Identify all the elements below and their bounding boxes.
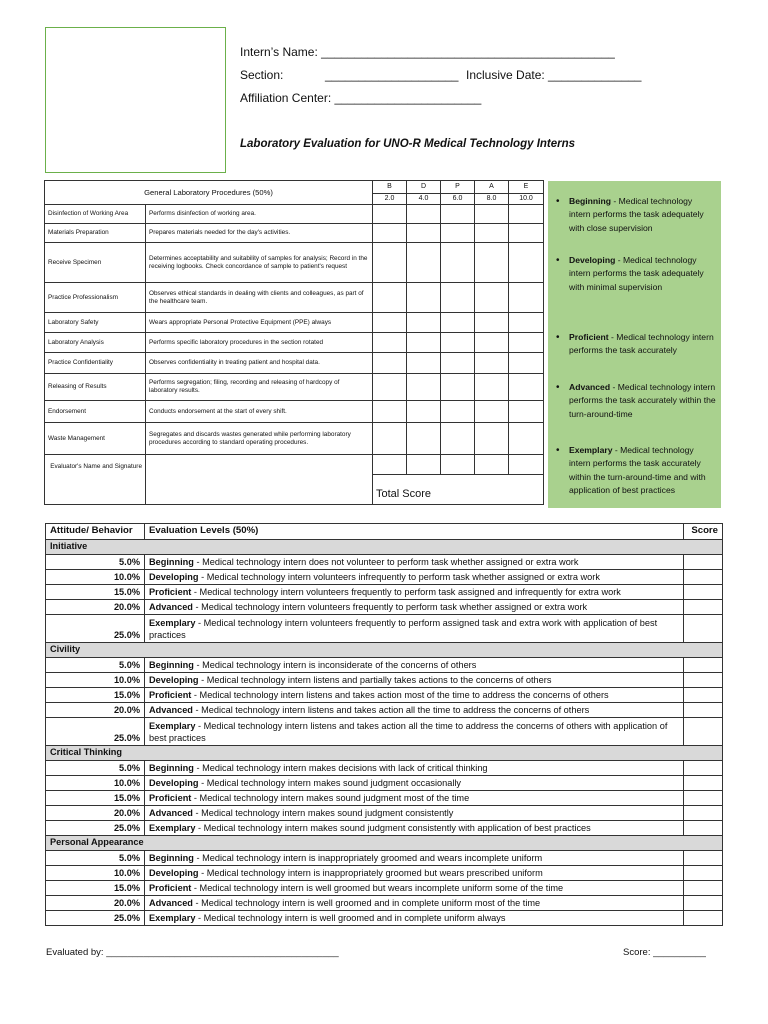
- procedure-name: Practice Confidentiality: [45, 353, 146, 374]
- procedure-row: [45, 423, 544, 455]
- percent: 15.0%: [46, 585, 145, 600]
- score-cell[interactable]: [509, 333, 544, 353]
- procedure-desc: Performs disinfection of working area.: [146, 205, 373, 224]
- level-description: - Medical technology intern is well groomed and in complete uniform always: [195, 913, 506, 924]
- photo-box: [45, 27, 226, 173]
- attitude-table: [45, 523, 723, 926]
- score-cell[interactable]: [373, 374, 407, 401]
- level-name: Advanced: [149, 602, 193, 613]
- legend-level: Proficient: [569, 332, 609, 342]
- level-legend: [548, 181, 721, 508]
- percent: 20.0%: [46, 600, 145, 615]
- score-cell[interactable]: [684, 911, 723, 926]
- level-value: 4.0: [407, 194, 441, 205]
- level-description: - Medical technology intern makes decisions with lack of critical thinking: [193, 763, 488, 774]
- score-cell[interactable]: [684, 718, 723, 746]
- score-cell[interactable]: [441, 423, 475, 455]
- score-cell[interactable]: [407, 224, 441, 243]
- level-description: - Medical technology intern is inappropriately groomed but wears prescribed uniform: [198, 868, 543, 879]
- score-cell[interactable]: [441, 313, 475, 333]
- percent: 25.0%: [46, 821, 145, 836]
- section-field[interactable]: ____________________: [325, 68, 459, 82]
- level-description: - Medical technology intern volunteers frequently to perform task assigned and infrequently for extra work: [191, 587, 621, 598]
- procedure-row: [45, 205, 544, 224]
- table-row: [46, 585, 723, 600]
- table-row: [46, 791, 723, 806]
- procedure-name: Releasing of Results: [45, 374, 146, 401]
- percent: 5.0%: [46, 658, 145, 673]
- table-row: [46, 718, 723, 746]
- score-cell[interactable]: [373, 243, 407, 283]
- score-cell[interactable]: [475, 333, 509, 353]
- score-cell[interactable]: [373, 224, 407, 243]
- level-description: - Medical technology intern makes sound judgment most of the time: [191, 793, 470, 804]
- inclusive-date-field[interactable]: Inclusive Date: ______________: [466, 68, 642, 82]
- level-description: - Medical technology intern is well groomed and in complete uniform most of the time: [192, 898, 541, 909]
- procedure-desc: Performs segregation; filing, recording and releasing of hardcopy of laboratory results.: [146, 374, 373, 401]
- score-cell[interactable]: [509, 283, 544, 313]
- procedure-name: Disinfection of Working Area: [45, 205, 146, 224]
- level-description: - Medical technology intern listens and takes action most of the time to address the concerns of others: [191, 690, 609, 701]
- section-personal-appearance: Personal Appearance: [46, 836, 723, 851]
- score-cell[interactable]: [475, 401, 509, 423]
- procedure-name: Endorsement: [45, 401, 146, 423]
- level-code: D: [407, 181, 441, 194]
- percent: 5.0%: [46, 761, 145, 776]
- legend-text: - Medical technology intern performs the task accurately: [569, 332, 714, 356]
- score-cell[interactable]: [407, 205, 441, 224]
- score-cell[interactable]: [441, 283, 475, 313]
- level-name: Exemplary: [149, 823, 196, 834]
- legend-text: - Medical technology intern performs the task adequately with minimal supervision: [569, 255, 704, 292]
- level-description: - Medical technology intern does not volunteer to perform task whether assigned or extra work: [193, 557, 579, 568]
- legend-item: [556, 254, 716, 294]
- procedure-desc: Prepares materials needed for the day's activities.: [146, 224, 373, 243]
- procedure-name: Laboratory Analysis: [45, 333, 146, 353]
- procedure-desc: Observes ethical standards in dealing with clients and colleagues, as part of the healthcare team.: [146, 283, 373, 313]
- section-initiative: Initiative: [46, 540, 723, 555]
- legend-text: - Medical technology intern performs the task accurately within the turn-around-time: [569, 382, 716, 419]
- score-cell[interactable]: [475, 353, 509, 374]
- level-name: Exemplary: [149, 913, 196, 924]
- level-name: Developing: [149, 572, 199, 583]
- score-cell[interactable]: [407, 423, 441, 455]
- score-cell[interactable]: [407, 283, 441, 313]
- table-row: [46, 761, 723, 776]
- legend-level: Advanced: [569, 382, 611, 392]
- procedure-desc: Performs specific laboratory procedures in the section rotated: [146, 333, 373, 353]
- legend-text: - Medical technology intern performs the task adequately with close supervision: [569, 196, 704, 233]
- percent: 25.0%: [46, 718, 145, 746]
- procedures-table: [44, 180, 544, 505]
- level-name: Beginning: [149, 660, 194, 671]
- percent: 25.0%: [46, 615, 145, 643]
- score-cell[interactable]: [509, 313, 544, 333]
- evaluator-label: Evaluator's Name and Signature: [45, 455, 146, 505]
- score-cell[interactable]: [407, 455, 441, 475]
- score-cell[interactable]: [407, 374, 441, 401]
- procedures-title: General Laboratory Procedures (50%): [45, 181, 373, 205]
- evaluator-row: [45, 455, 544, 475]
- percent: 15.0%: [46, 881, 145, 896]
- procedure-row: [45, 224, 544, 243]
- legend-item: [556, 444, 716, 497]
- level-name: Exemplary: [149, 721, 196, 732]
- score-cell[interactable]: [684, 688, 723, 703]
- score-cell[interactable]: [684, 658, 723, 673]
- legend-item: [556, 195, 716, 235]
- score-cell[interactable]: [684, 791, 723, 806]
- procedure-desc: Observes confidentiality in treating patient and hospital data.: [146, 353, 373, 374]
- score-cell[interactable]: [373, 423, 407, 455]
- score-cell[interactable]: [373, 283, 407, 313]
- score-cell[interactable]: [407, 401, 441, 423]
- legend-level: Exemplary: [569, 445, 613, 455]
- score-cell[interactable]: [509, 455, 544, 475]
- level-name: Advanced: [149, 705, 193, 716]
- score-cell[interactable]: [441, 333, 475, 353]
- final-score-field[interactable]: Score: __________: [623, 947, 706, 958]
- level-description: - Medical technology intern makes sound judgment occasionally: [198, 778, 462, 789]
- percent: 5.0%: [46, 555, 145, 570]
- score-cell[interactable]: [509, 205, 544, 224]
- bullet-icon: •: [556, 196, 560, 207]
- score-cell[interactable]: [373, 401, 407, 423]
- table-row: [46, 658, 723, 673]
- score-cell[interactable]: [684, 570, 723, 585]
- level-description: - Medical technology intern makes sound judgment consistently: [192, 808, 454, 819]
- score-column-header: Score: [684, 524, 723, 540]
- level-description: - Medical technology intern makes sound judgment consistently with application of best practices: [195, 823, 591, 834]
- level-description: - Medical technology intern is inconsiderate of the concerns of others: [193, 660, 477, 671]
- table-row: [46, 776, 723, 791]
- score-cell[interactable]: [684, 851, 723, 866]
- legend-item: [556, 331, 716, 358]
- evaluator-signature-field[interactable]: [146, 455, 373, 505]
- procedure-desc: Segregates and discards wastes generated while performing laboratory procedures according to standard operating procedures.: [146, 423, 373, 455]
- bullet-icon: •: [556, 445, 560, 456]
- attitude-column-header: Attitude/ Behavior: [46, 524, 145, 540]
- legend-level: Beginning: [569, 196, 612, 206]
- score-cell[interactable]: [684, 881, 723, 896]
- score-cell[interactable]: [441, 353, 475, 374]
- level-description: - Medical technology intern is well groomed but wears incomplete uniform some of the time: [191, 883, 564, 894]
- intern-name-field[interactable]: Intern’s Name: ____________________________________________: [240, 45, 615, 59]
- score-cell[interactable]: [509, 224, 544, 243]
- procedure-row: [45, 313, 544, 333]
- score-cell[interactable]: [684, 585, 723, 600]
- percent: 25.0%: [46, 911, 145, 926]
- score-cell[interactable]: [441, 224, 475, 243]
- score-cell[interactable]: [684, 615, 723, 643]
- table-row: [46, 881, 723, 896]
- score-cell[interactable]: [407, 243, 441, 283]
- procedure-row: [45, 333, 544, 353]
- score-cell[interactable]: [373, 353, 407, 374]
- table-row: [46, 703, 723, 718]
- score-cell[interactable]: [441, 401, 475, 423]
- level-name: Beginning: [149, 763, 194, 774]
- level-name: Advanced: [149, 808, 193, 819]
- level-name: Proficient: [149, 587, 192, 598]
- score-cell[interactable]: [475, 455, 509, 475]
- score-cell[interactable]: [509, 423, 544, 455]
- score-cell[interactable]: [373, 313, 407, 333]
- table-row: [46, 673, 723, 688]
- evaluation-column-header: Evaluation Levels (50%): [145, 524, 684, 540]
- score-cell[interactable]: [373, 205, 407, 224]
- table-row: [46, 866, 723, 881]
- score-cell[interactable]: [509, 353, 544, 374]
- table-row: [46, 555, 723, 570]
- score-cell[interactable]: [475, 243, 509, 283]
- score-cell[interactable]: [475, 374, 509, 401]
- level-description: - Medical technology intern volunteers frequently to perform assigned task and extra work with application of best practices: [149, 618, 658, 641]
- section-critical-thinking: Critical Thinking: [46, 746, 723, 761]
- procedure-row: [45, 283, 544, 313]
- percent: 10.0%: [46, 776, 145, 791]
- level-name: Developing: [149, 675, 199, 686]
- score-cell[interactable]: [475, 205, 509, 224]
- score-cell[interactable]: [509, 374, 544, 401]
- procedure-name: Practice Professionalism: [45, 283, 146, 313]
- level-name: Proficient: [149, 883, 192, 894]
- percent: 20.0%: [46, 703, 145, 718]
- percent: 20.0%: [46, 806, 145, 821]
- procedure-row: [45, 401, 544, 423]
- level-value: 6.0: [441, 194, 475, 205]
- table-row: [46, 851, 723, 866]
- level-name: Developing: [149, 778, 199, 789]
- score-cell[interactable]: [475, 283, 509, 313]
- procedure-name: Laboratory Safety: [45, 313, 146, 333]
- level-description: - Medical technology intern listens and takes action all the time to address the concerns of others with application of best practices: [149, 721, 668, 744]
- percent: 10.0%: [46, 570, 145, 585]
- level-name: Developing: [149, 868, 199, 879]
- percent: 5.0%: [46, 851, 145, 866]
- score-cell[interactable]: [475, 313, 509, 333]
- level-description: - Medical technology intern listens and takes action all the time to address the concerns of others: [192, 705, 590, 716]
- score-cell[interactable]: [441, 455, 475, 475]
- bullet-icon: •: [556, 255, 560, 266]
- legend-item: [556, 381, 716, 421]
- score-cell[interactable]: [373, 333, 407, 353]
- level-code: A: [475, 181, 509, 194]
- score-cell[interactable]: [684, 806, 723, 821]
- level-name: Advanced: [149, 898, 193, 909]
- score-cell[interactable]: [684, 673, 723, 688]
- score-cell[interactable]: [407, 333, 441, 353]
- procedure-name: Waste Management: [45, 423, 146, 455]
- procedure-desc: Wears appropriate Personal Protective Equipment (PPE) always: [146, 313, 373, 333]
- procedure-name: Materials Preparation: [45, 224, 146, 243]
- level-code: E: [509, 181, 544, 194]
- procedure-row: [45, 374, 544, 401]
- level-value: 10.0: [509, 194, 544, 205]
- table-row: [46, 615, 723, 643]
- table-row: [46, 570, 723, 585]
- table-row: [46, 806, 723, 821]
- procedure-desc: Conducts endorsement at the start of every shift.: [146, 401, 373, 423]
- score-cell[interactable]: [441, 205, 475, 224]
- score-cell[interactable]: [441, 243, 475, 283]
- page-title: Laboratory Evaluation for UNO-R Medical Technology Interns: [240, 138, 576, 150]
- table-row: [46, 688, 723, 703]
- level-value: 8.0: [475, 194, 509, 205]
- percent: 10.0%: [46, 866, 145, 881]
- level-name: Beginning: [149, 853, 194, 864]
- score-cell[interactable]: [684, 761, 723, 776]
- evaluated-by-field[interactable]: Evaluated by: ____________________________________________: [46, 947, 339, 958]
- bullet-icon: •: [556, 332, 560, 343]
- score-cell[interactable]: [373, 455, 407, 475]
- percent: 20.0%: [46, 896, 145, 911]
- score-cell[interactable]: [684, 866, 723, 881]
- affiliation-center-field[interactable]: Affiliation Center: ______________________: [240, 91, 482, 105]
- procedure-row: [45, 353, 544, 374]
- level-name: Proficient: [149, 690, 192, 701]
- score-cell[interactable]: [684, 600, 723, 615]
- table-row: [46, 911, 723, 926]
- level-name: Exemplary: [149, 618, 196, 629]
- section-label: Section:: [240, 68, 284, 82]
- level-name: Beginning: [149, 557, 194, 568]
- legend-level: Developing: [569, 255, 616, 265]
- table-row: [46, 896, 723, 911]
- score-cell[interactable]: [684, 555, 723, 570]
- score-cell[interactable]: [509, 401, 544, 423]
- level-description: - Medical technology intern listens and partially takes actions to the concerns of others: [198, 675, 552, 686]
- procedure-desc: Determines acceptability and suitability of samples for analysis; Record in the receiving logbooks. Check concordance of sample to patient's request: [146, 243, 373, 283]
- score-cell[interactable]: [684, 776, 723, 791]
- score-cell[interactable]: [441, 374, 475, 401]
- procedure-name: Receive Specimen: [45, 243, 146, 283]
- section-civility: Civility: [46, 643, 723, 658]
- table-row: [46, 821, 723, 836]
- percent: 10.0%: [46, 673, 145, 688]
- procedure-row: [45, 243, 544, 283]
- score-cell[interactable]: [684, 896, 723, 911]
- score-cell[interactable]: [475, 423, 509, 455]
- level-description: - Medical technology intern volunteers infrequently to perform task whether assigned or extra work: [198, 572, 600, 583]
- level-code: P: [441, 181, 475, 194]
- score-cell[interactable]: [475, 224, 509, 243]
- percent: 15.0%: [46, 791, 145, 806]
- bullet-icon: •: [556, 382, 560, 393]
- legend-text: - Medical technology intern performs the task accurately within the turn-around-time and with application of best practices: [569, 445, 706, 495]
- level-value: 2.0: [373, 194, 407, 205]
- table-row: [46, 600, 723, 615]
- score-cell[interactable]: [684, 821, 723, 836]
- score-cell[interactable]: [684, 703, 723, 718]
- score-cell[interactable]: [407, 313, 441, 333]
- level-name: Proficient: [149, 793, 192, 804]
- score-cell[interactable]: [509, 243, 544, 283]
- level-code: B: [373, 181, 407, 194]
- total-score-label: Total Score: [373, 475, 544, 505]
- score-cell[interactable]: [407, 353, 441, 374]
- level-description: - Medical technology intern volunteers frequently to perform task whether assigned or extra work: [192, 602, 588, 613]
- level-description: - Medical technology intern is inappropriately groomed and wears incomplete uniform: [193, 853, 543, 864]
- percent: 15.0%: [46, 688, 145, 703]
